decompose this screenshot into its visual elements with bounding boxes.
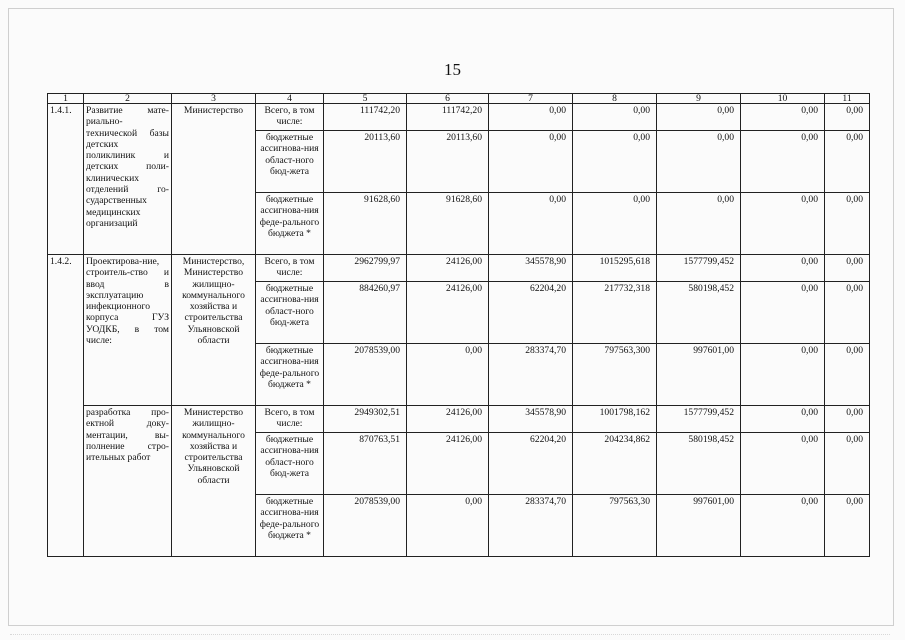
value-cell: 24126,00 [407,406,489,433]
value-cell: 870763,51 [324,433,407,495]
value-cell: 91628,60 [407,193,489,255]
value-cell: 0,00 [825,193,870,255]
value-cell: 580198,452 [657,433,741,495]
column-header: 9 [657,94,741,104]
value-cell: 0,00 [741,193,825,255]
value-cell: 345578,90 [489,406,573,433]
funding-source: бюджетные ассигнова-ния област-ного бюд-жета [256,282,324,344]
value-cell: 20113,60 [324,131,407,193]
funding-source: бюджетные ассигнова-ния област-ного бюд-жета [256,433,324,495]
funding-source: бюджетные ассигнова-ния област-ного бюд-жета [256,131,324,193]
table-row [48,255,870,282]
value-cell: 1577799,452 [657,255,741,282]
value-cell: 1577799,452 [657,406,741,433]
value-cell: 0,00 [825,104,870,131]
value-cell: 283374,70 [489,495,573,557]
value-cell: 0,00 [741,255,825,282]
value-cell: 797563,300 [573,344,657,406]
item-code: 1.4.1. [48,104,84,255]
value-cell: 0,00 [657,104,741,131]
column-header: 11 [825,94,870,104]
funding-source: Всего, в том числе: [256,255,324,282]
value-cell: 0,00 [825,255,870,282]
item-name: Проектирова-ние, строитель-ство и ввод в эксплуатацию инфекционного корпуса ГУЗ УОДКБ, в том числе: [84,255,172,406]
item-executor: Министерство, Министерство жилищно-коммунального хозяйства и строительства Ульяновской области [172,255,256,406]
scan-edge-line [10,634,890,636]
value-cell: 1015295,618 [573,255,657,282]
value-cell: 2078539,00 [324,495,407,557]
value-cell: 0,00 [489,104,573,131]
column-header: 7 [489,94,573,104]
value-cell: 204234,862 [573,433,657,495]
value-cell: 884260,97 [324,282,407,344]
value-cell: 0,00 [825,433,870,495]
value-cell: 283374,70 [489,344,573,406]
column-header: 8 [573,94,657,104]
value-cell: 0,00 [741,495,825,557]
value-cell: 62204,20 [489,433,573,495]
item-code: 1.4.2. [48,255,84,557]
funding-source: бюджетные ассигнова-ния феде-рального бюджета * [256,344,324,406]
value-cell: 111742,20 [324,104,407,131]
value-cell: 0,00 [657,131,741,193]
column-header: 3 [172,94,256,104]
column-header: 4 [256,94,324,104]
value-cell: 0,00 [741,406,825,433]
item-name: Развитие мате-риально-технической базы детских поликлиник и детских поли-клинических отделений го-сударственных медицинских организаций [84,104,172,255]
value-cell: 24126,00 [407,255,489,282]
value-cell: 24126,00 [407,433,489,495]
value-cell: 0,00 [825,406,870,433]
value-cell: 0,00 [657,193,741,255]
value-cell: 0,00 [489,131,573,193]
value-cell: 0,00 [573,104,657,131]
column-header: 2 [84,94,172,104]
value-cell: 0,00 [741,282,825,344]
page-number: 15 [444,60,461,79]
value-cell: 62204,20 [489,282,573,344]
funding-source: Всего, в том числе: [256,104,324,131]
item-name: разработка про-ектной доку-ментации, вы-полнение стро-ительных работ [84,406,172,557]
value-cell: 0,00 [825,495,870,557]
value-cell: 580198,452 [657,282,741,344]
value-cell: 0,00 [573,131,657,193]
table-row [48,104,870,131]
value-cell: 0,00 [825,344,870,406]
value-cell: 2949302,51 [324,406,407,433]
value-cell: 24126,00 [407,282,489,344]
budget-table [47,93,870,557]
value-cell: 0,00 [407,495,489,557]
value-cell: 91628,60 [324,193,407,255]
value-cell: 0,00 [489,193,573,255]
funding-source: бюджетные ассигнова-ния феде-рального бюджета * [256,193,324,255]
value-cell: 345578,90 [489,255,573,282]
value-cell: 111742,20 [407,104,489,131]
value-cell: 20113,60 [407,131,489,193]
value-cell: 0,00 [741,131,825,193]
value-cell: 0,00 [741,104,825,131]
value-cell: 2962799,97 [324,255,407,282]
value-cell: 217732,318 [573,282,657,344]
value-cell: 0,00 [825,131,870,193]
value-cell: 0,00 [407,344,489,406]
column-header: 10 [741,94,825,104]
column-number-row [48,94,870,104]
value-cell: 2078539,00 [324,344,407,406]
funding-source: бюджетные ассигнова-ния феде-рального бюджета * [256,495,324,557]
column-header: 6 [407,94,489,104]
value-cell: 0,00 [573,193,657,255]
item-executor: Министерство [172,104,256,255]
funding-source: Всего, в том числе: [256,406,324,433]
value-cell: 0,00 [825,282,870,344]
column-header: 5 [324,94,407,104]
value-cell: 0,00 [741,344,825,406]
value-cell: 997601,00 [657,495,741,557]
value-cell: 0,00 [741,433,825,495]
value-cell: 797563,30 [573,495,657,557]
column-header: 1 [48,94,84,104]
value-cell: 997601,00 [657,344,741,406]
item-executor: Министерство жилищно-коммунального хозяйства и строительства Ульяновской области [172,406,256,557]
table-row [48,406,870,433]
value-cell: 1001798,162 [573,406,657,433]
